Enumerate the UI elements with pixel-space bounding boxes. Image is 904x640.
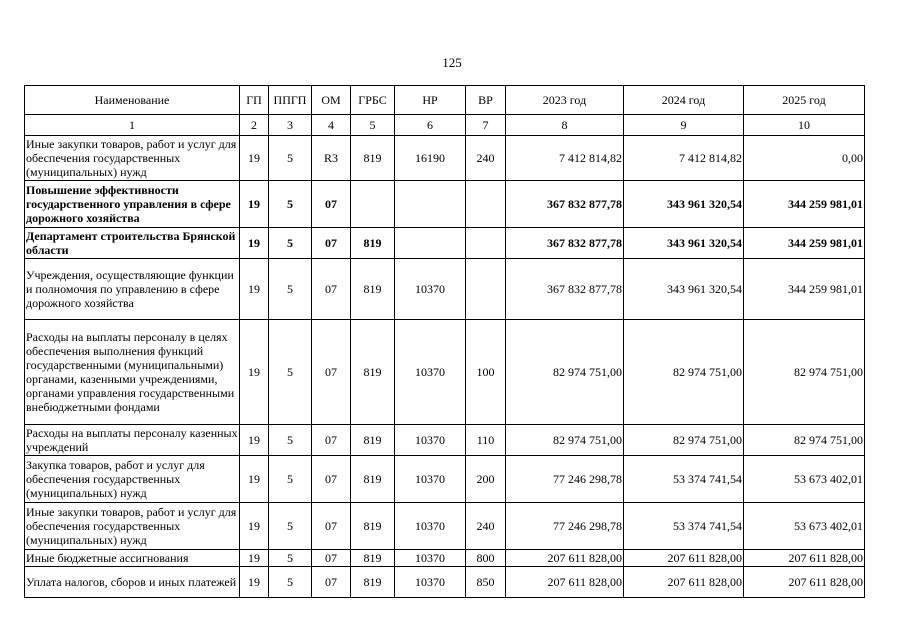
cell-om: 07 (312, 550, 351, 567)
cell-amount-2024: 343 961 320,54 (624, 259, 744, 320)
cell-gp: 19 (240, 228, 269, 259)
cell-om: 07 (312, 228, 351, 259)
cell-amount-2025: 344 259 981,01 (744, 259, 865, 320)
cell-grbs: 819 (351, 136, 395, 181)
cell-gp: 19 (240, 136, 269, 181)
cell-amount-2023: 367 832 877,78 (506, 259, 624, 320)
table-row (25, 320, 865, 425)
cell-name: Повышение эффективности государственного управления в сфере дорожного хозяйства (25, 181, 240, 228)
cell-amount-2024: 207 611 828,00 (624, 550, 744, 567)
table-row (25, 503, 865, 550)
cell-amount-2024: 53 374 741,54 (624, 456, 744, 503)
cell-vr: 240 (466, 136, 506, 181)
header-row (25, 86, 865, 115)
cell-ppgp: 5 (269, 550, 312, 567)
cell-name: Иные закупки товаров, работ и услуг для обеспечения государственных (муниципальных) нужд (25, 136, 240, 181)
cell-ppgp: 5 (269, 425, 312, 456)
cell-amount-2023: 77 246 298,78 (506, 503, 624, 550)
table-row (25, 550, 865, 567)
cell-amount-2023: 367 832 877,78 (506, 228, 624, 259)
cell-amount-2025: 0,00 (744, 136, 865, 181)
cell-om: 07 (312, 320, 351, 425)
table-row (25, 456, 865, 503)
cell-amount-2024: 53 374 741,54 (624, 503, 744, 550)
cell-amount-2023: 367 832 877,78 (506, 181, 624, 228)
header-om: ОМ (312, 86, 351, 115)
cell-vr: 240 (466, 503, 506, 550)
cell-amount-2024: 7 412 814,82 (624, 136, 744, 181)
cell-amount-2023: 207 611 828,00 (506, 550, 624, 567)
column-index: 5 (351, 115, 395, 136)
cell-amount-2024: 207 611 828,00 (624, 567, 744, 598)
cell-grbs (351, 181, 395, 228)
table-row (25, 567, 865, 598)
cell-vr: 800 (466, 550, 506, 567)
header-nr: НР (395, 86, 466, 115)
cell-vr: 200 (466, 456, 506, 503)
cell-om: 07 (312, 567, 351, 598)
table-row (25, 425, 865, 456)
cell-grbs: 819 (351, 550, 395, 567)
cell-ppgp: 5 (269, 228, 312, 259)
cell-name: Расходы на выплаты персоналу казенных учреждений (26, 426, 238, 454)
cell-amount-2024: 82 974 751,00 (624, 425, 744, 456)
cell-ppgp: 5 (269, 567, 312, 598)
budget-table (24, 85, 865, 598)
cell-gp: 19 (240, 503, 269, 550)
cell-vr: 110 (466, 425, 506, 456)
cell-vr (466, 181, 506, 228)
cell-vr: 100 (466, 320, 506, 425)
cell-om: 07 (312, 456, 351, 503)
cell-gp: 19 (240, 181, 269, 228)
header-2023: 2023 год (506, 86, 624, 115)
cell-amount-2023: 82 974 751,00 (506, 425, 624, 456)
cell-om: 07 (312, 259, 351, 320)
cell-amount-2025: 53 673 402,01 (744, 503, 865, 550)
cell-ppgp: 5 (269, 181, 312, 228)
cell-gp: 19 (240, 567, 269, 598)
cell-vr (466, 259, 506, 320)
header-grbs: ГРБС (351, 86, 395, 115)
cell-grbs: 819 (351, 228, 395, 259)
cell-name: Иные бюджетные ассигнования (25, 550, 240, 567)
header-ppgp: ППГП (269, 86, 312, 115)
cell-amount-2024: 343 961 320,54 (624, 228, 744, 259)
cell-nr: 10370 (395, 550, 466, 567)
cell-amount-2025: 82 974 751,00 (744, 425, 865, 456)
cell-grbs: 819 (351, 259, 395, 320)
table-row (25, 259, 865, 320)
cell-amount-2025: 207 611 828,00 (744, 550, 865, 567)
cell-amount-2023: 7 412 814,82 (506, 136, 624, 181)
column-index: 10 (744, 115, 865, 136)
column-index: 3 (269, 115, 312, 136)
cell-grbs: 819 (351, 320, 395, 425)
cell-amount-2023: 82 974 751,00 (506, 320, 624, 425)
cell-amount-2025: 344 259 981,01 (744, 181, 865, 228)
cell-ppgp: 5 (269, 456, 312, 503)
header-2024: 2024 год (624, 86, 744, 115)
table-row (25, 228, 865, 259)
cell-om: 07 (312, 503, 351, 550)
column-index: 1 (25, 115, 240, 136)
column-index: 4 (312, 115, 351, 136)
cell-gp: 19 (240, 550, 269, 567)
cell-om: R3 (312, 136, 351, 181)
cell-nr: 10370 (395, 503, 466, 550)
cell-nr (395, 228, 466, 259)
cell-vr: 850 (466, 567, 506, 598)
cell-nr: 10370 (395, 425, 466, 456)
cell-amount-2024: 343 961 320,54 (624, 181, 744, 228)
cell-ppgp: 5 (269, 136, 312, 181)
column-index: 6 (395, 115, 466, 136)
cell-name: Расходы на выплаты персоналу в целях обеспечения выполнения функций государственными (муниципальными) органами, казенными учреждениями, органами управления государственными внебюджетными фондами (25, 320, 240, 425)
cell-amount-2025: 82 974 751,00 (744, 320, 865, 425)
cell-nr: 10370 (395, 320, 466, 425)
cell-grbs: 819 (351, 567, 395, 598)
cell-amount-2024: 82 974 751,00 (624, 320, 744, 425)
cell-amount-2023: 77 246 298,78 (506, 456, 624, 503)
cell-grbs: 819 (351, 456, 395, 503)
cell-name: Уплата налогов, сборов и иных платежей (25, 567, 240, 598)
cell-amount-2025: 344 259 981,01 (744, 228, 865, 259)
cell-grbs: 819 (351, 425, 395, 456)
cell-vr (466, 228, 506, 259)
cell-nr: 16190 (395, 136, 466, 181)
cell-om: 07 (312, 425, 351, 456)
cell-gp: 19 (240, 425, 269, 456)
header-2025: 2025 год (744, 86, 865, 115)
cell-gp: 19 (240, 320, 269, 425)
cell-ppgp: 5 (269, 259, 312, 320)
column-index: 7 (466, 115, 506, 136)
cell-nr: 10370 (395, 259, 466, 320)
column-index: 8 (506, 115, 624, 136)
column-index-row (25, 115, 865, 136)
column-index: 9 (624, 115, 744, 136)
table-row (25, 181, 865, 228)
cell-amount-2025: 53 673 402,01 (744, 456, 865, 503)
header-vr: ВР (466, 86, 506, 115)
header-gp: ГП (240, 86, 269, 115)
cell-nr: 10370 (395, 567, 466, 598)
cell-amount-2023: 207 611 828,00 (506, 567, 624, 598)
cell-om: 07 (312, 181, 351, 228)
cell-nr (395, 181, 466, 228)
cell-name: Учреждения, осуществляющие функции и полномочия по управлению в сфере дорожного хозяйства (25, 259, 240, 320)
column-index: 2 (240, 115, 269, 136)
cell-grbs: 819 (351, 503, 395, 550)
cell-gp: 19 (240, 259, 269, 320)
cell-nr: 10370 (395, 456, 466, 503)
cell-amount-2025: 207 611 828,00 (744, 567, 865, 598)
cell-name: Иные закупки товаров, работ и услуг для обеспечения государственных (муниципальных) нужд (25, 503, 240, 550)
cell-name: Закупка товаров, работ и услуг для обеспечения государственных (муниципальных) нужд (25, 456, 240, 503)
table-row (25, 136, 865, 181)
cell-ppgp: 5 (269, 503, 312, 550)
cell-name: Департамент строительства Брянской области (25, 228, 240, 259)
page-number: 125 (442, 55, 462, 70)
cell-ppgp: 5 (269, 320, 312, 425)
cell-gp: 19 (240, 456, 269, 503)
header-name: Наименование (25, 86, 240, 115)
